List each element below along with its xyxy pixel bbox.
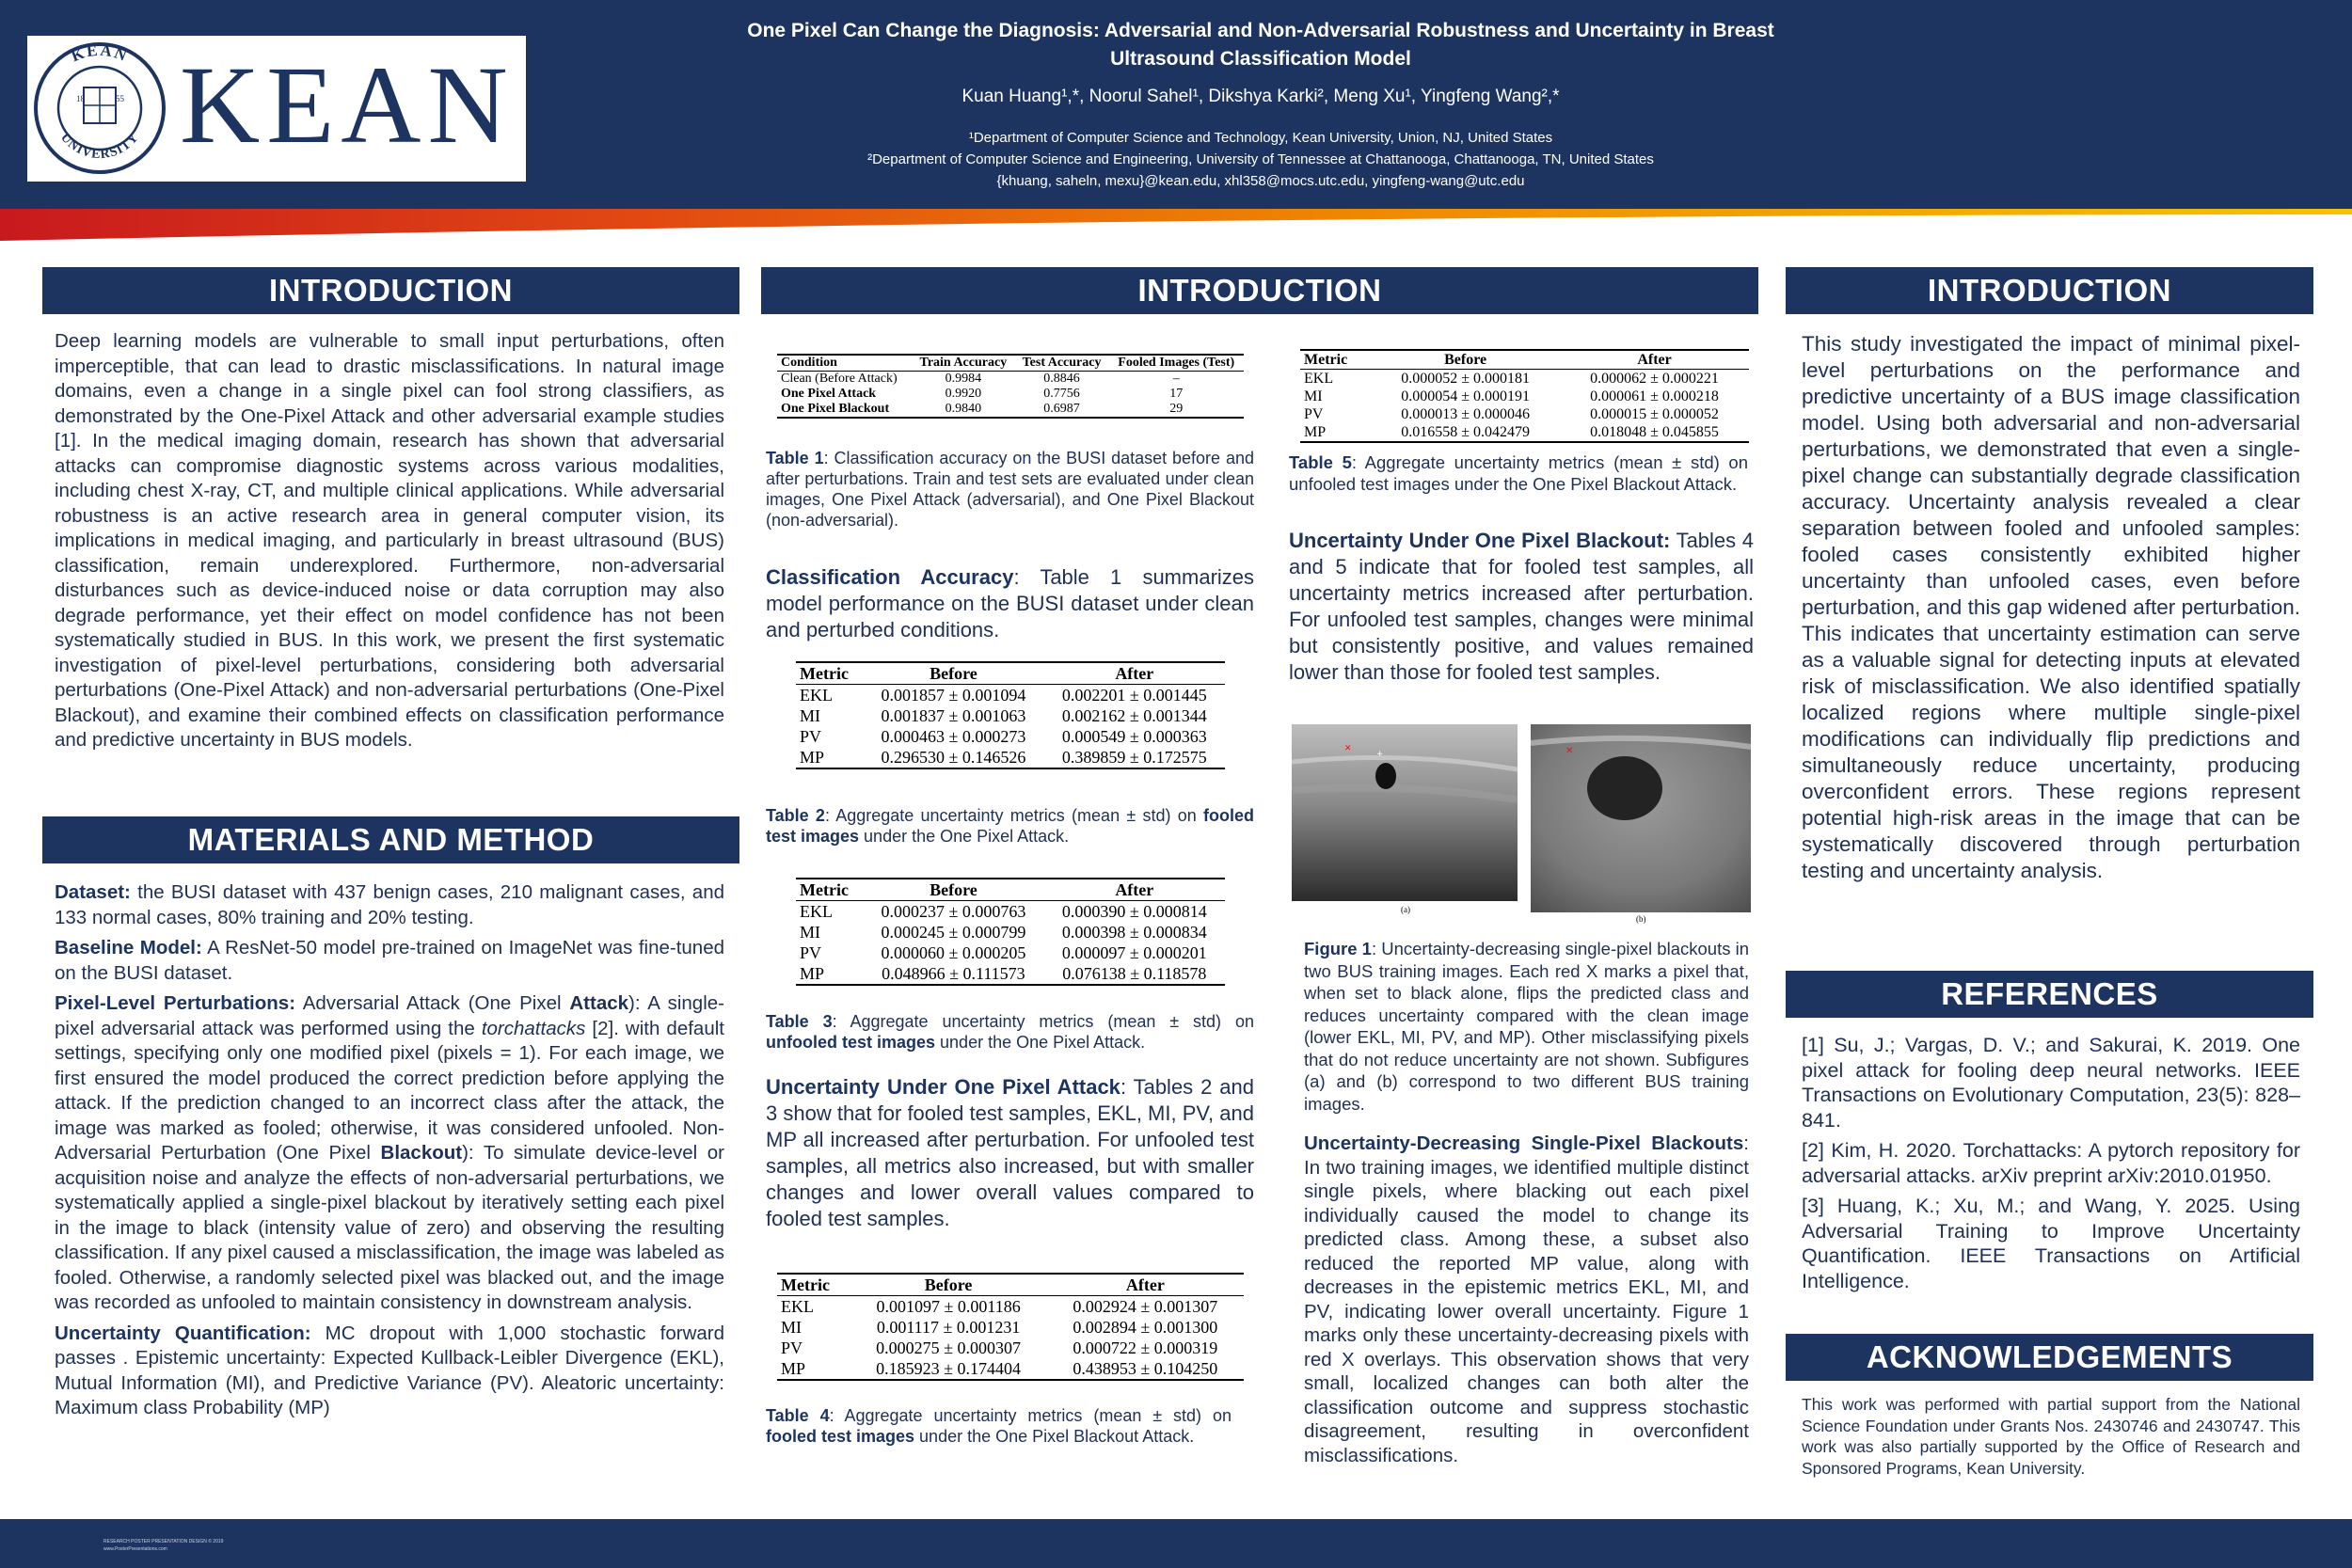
table-row: MP 0.185923 ± 0.174404 0.438953 ± 0.104250 [777,1358,1244,1380]
table1-header: Condition [777,355,912,372]
table-2: Metric Before After EKL 0.001857 ± 0.001094 0.002201 ± 0.001445 MI 0.001837 ± 0.001063 0.002162 ± 0.001344 PV 0.000463 ± 0.000273 0.000549 ± 0.000363 MP 0.296530 ± 0.146526 0.389859 ± 0.172575 [796,661,1225,769]
table1-header: Fooled Images (Test) [1109,355,1245,372]
table-row: EKL 0.000237 ± 0.000763 0.000390 ± 0.000814 [800,902,1207,921]
table-row: MI 0.001837 ± 0.001063 0.002162 ± 0.001344 [800,706,1207,725]
uq-paragraph: Uncertainty Quantification: MC dropout with 1,000 stochastic forward passes . Epistemic uncertainty: Expected Kullback-Leibler Divergence (EKL), Mutual Information (MI), and Predictive Variance (PV). Aleatoric uncertainty: Maximum class Probability (MP) [55,1322,725,1418]
poster-footer [0,1519,2352,1568]
table-row: EKL 0.001097 ± 0.001186 0.002924 ± 0.001307 [781,1297,1218,1316]
svg-text:+: + [1376,750,1384,759]
methods-heading: MATERIALS AND METHOD [42,816,739,863]
table-4: Metric Before After EKL 0.001097 ± 0.001186 0.002924 ± 0.001307 MI 0.001117 ± 0.001231 0.002894 ± 0.001300 PV 0.000275 ± 0.000307 0.000722 ± 0.000319 MP 0.185923 ± 0.174404 0.438953 ± 0.104250 [777,1273,1244,1381]
poster-header [0,0,2352,209]
title-line-2: Ultrasound Classification Model [1110,48,1411,70]
table-1 [777,354,1244,419]
table-row: MI 0.000054 ± 0.000191 0.000061 ± 0.000218 [1304,388,1719,404]
table-row: MI 0.001117 ± 0.001231 0.002894 ± 0.001300 [781,1318,1218,1337]
table-row: MP 0.016558 ± 0.042479 0.018048 ± 0.045855 [1300,423,1749,442]
reference-item: [1] Su, J.; Vargas, D. V.; and Sakurai, K. 2019. One pixel attack for fooling deep neural networks. IEEE Transactions on Evolutionary Computation, 23(5): 828–841. [1802,1034,2300,1132]
title-line-1: One Pixel Can Change the Diagnosis: Adversarial and Non-Adversarial Robustness and Uncertainty in Breast [747,20,1774,41]
table-row: PV 0.000463 ± 0.000273 0.000549 ± 0.000363 [800,727,1207,746]
methods-text [55,880,724,1427]
svg-text:KEAN: KEAN [68,40,132,66]
table-3: Metric Before After EKL 0.000237 ± 0.000763 0.000390 ± 0.000814 MI 0.000245 ± 0.000799 0.000398 ± 0.000834 PV 0.000060 ± 0.000205 0.000097 ± 0.000201 MP 0.048966 ± 0.111573 0.076138 ± 0.118578 [796,878,1225,986]
affiliation-2: ²Department of Computer Science and Engineering, University of Tennessee at Chattanooga, Chattanooga, TN, United States [867,151,1654,167]
dataset-paragraph: Dataset: the BUSI dataset with 437 benign cases, 210 malignant cases, and 133 normal cases, 80% training and 20% testing. [55,881,724,928]
table-row: PV 0.000275 ± 0.000307 0.000722 ± 0.000319 [781,1338,1218,1357]
table4-caption: Table 4: Aggregate uncertainty metrics (mean ± std) on fooled test images under the One Pixel Blackout Attack. [766,1406,1232,1446]
classification-accuracy-text: Classification Accuracy: Table 1 summarizes model performance on the BUSI dataset under clean and perturbed conditions. [766,565,1255,641]
uncertainty-decreasing-text: Uncertainty-Decreasing Single-Pixel Blackouts: In two training images, we identified multiple distinct single pixels, where blacking out each pixel individually caused the model to change its predicted class. Among these, a subset also reduced the reported MP value, along with decreases in the epistemic metrics EKL, MI, and PV, indicating lower overall uncertainty. Figure 1 marks only these uncertainty-decreasing pixels with red X overlays. This observation shows that very small, localized changes can both alter the classification outcome and suppress stochastic disagreement, resulting in overconfident misclassifications. [1304,1132,1749,1466]
svg-text:55: 55 [116,94,124,103]
table1-header: Test Accuracy [1015,355,1109,372]
kean-logo [27,36,526,182]
table-row: Clean (Before Attack) 0.9984 0.8846 – [781,372,1180,386]
figure-1a-label: (a) [1401,905,1410,914]
table-row: EKL 0.000052 ± 0.000181 0.000062 ± 0.000221 [1304,371,1719,387]
col4-intro-heading: INTRODUCTION [1786,267,2313,314]
table-row: MI 0.000245 ± 0.000799 0.000398 ± 0.000834 [800,923,1207,942]
table-5: Metric Before After EKL 0.000052 ± 0.000181 0.000062 ± 0.000221 MI 0.000054 ± 0.000191 0.000061 ± 0.000218 PV 0.000013 ± 0.000046 0.000015 ± 0.000052 MP 0.016558 ± 0.042479 0.018048 ± 0.045855 [1300,349,1749,443]
uncertainty-one-pixel-blackout-text: Uncertainty Under One Pixel Blackout: Tables 4 and 5 indicate that for fooled test samples, all uncertainty metrics increased after perturbation. For unfooled test samples, changes were minimal but consistently positive, and values remained lower than those for fooled test samples. [1289,529,1754,684]
figure-1-caption: Figure 1: Uncertainty-decreasing single-pixel blackouts in two BUS training images. Each red X marks a pixel that, when set to black alone, flips the predicted class and reduces uncertainty compared with the clean image (lower EKL, MI, PV, and MP). Other misclassifying pixels that do not reduce uncertainty are not shown. Subfigures (a) and (b) correspond to two different BUS training images. [1304,939,1749,1114]
table-row: MP 0.048966 ± 0.111573 0.076138 ± 0.118578 [796,963,1225,985]
table-row: PV 0.000060 ± 0.000205 0.000097 ± 0.000201 [800,943,1207,962]
table-row: One Pixel Blackout 0.9840 0.6987 29 [777,402,1244,418]
acknowledgements-heading: ACKNOWLEDGEMENTS [1786,1334,2313,1381]
red-x-marker-icon: ✕ [1565,746,1574,756]
figure-1b-label: (b) [1636,914,1646,924]
table3-caption: Table 3: Aggregate uncertainty metrics (mean ± std) on unfooled test images under the One Pixel Attack. [766,1012,1254,1052]
col1-intro-text: Deep learning models are vulnerable to small input perturbations, often imperceptible, that can lead to drastic misclassifications. In natural image domains, even a change in a single pixel can fool strong classifiers, as demonstrated by the One-Pixel Attack and other adversarial example studies [1]. In the medical imaging domain, research has shown that adversarial attacks can compromise diagnostic systems across various modalities, including chest X-ray, CT, and multiple clinical applications. While adversarial robustness is an active research area in general computer vision, its implications in medical imaging, and particularly in breast ultrasound (BUS) classification, remain underexplored. Furthermore, non-adversarial disturbances such as device-induced noise or data corruption may also degrade performance, yet their effect on model confidence has not been systematically studied in BUS. In this work, we present the first systematic investigation of pixel-level perturbations, considering both adversarial perturbations (One-Pixel Attack) and non-adversarial perturbations (One-Pixel Blackout), and examine their combined effects on classification performance and predictive uncertainty in BUS models. [55,330,724,751]
references-list [1802,1033,2300,1299]
table-row: MP 0.296530 ± 0.146526 0.389859 ± 0.172575 [796,747,1225,768]
footer-line-1: RESEARCH POSTER PRESENTATION DESIGN © 2019 [103,1539,224,1544]
table2-caption: Table 2: Aggregate uncertainty metrics (mean ± std) on fooled test images under the One Pixel Attack. [766,806,1254,846]
footer-line-2: www.PosterPresentations.com [103,1546,167,1552]
acknowledgements-text: This work was performed with partial support from the National Science Foundation under Grants Nos. 2430746 and 2430747. This work was also partially supported by the Office of Research and Sponsored Programs, Kean University. [1802,1395,2300,1478]
table-row: PV 0.000013 ± 0.000046 0.000015 ± 0.000052 [1304,406,1719,422]
table5-caption: Table 5: Aggregate uncertainty metrics (mean ± std) on unfooled test images under the One Pixel Blackout Attack. [1289,452,1749,494]
emails: {khuang, saheln, mexu}@kean.edu, xhl358@mocs.utc.edu, yingfeng-wang@utc.edu [996,173,1525,189]
kean-wordmark: KEAN [180,43,515,166]
table1-caption: Table 1: Classification accuracy on the BUSI dataset before and after perturbations. Train and test sets are evaluated under clean images, One Pixel Attack (adversarial), and One Pixel Blackout (non-adversarial). [766,449,1254,530]
poster-title [555,17,1966,73]
reference-item: [3] Huang, K.; Xu, M.; and Wang, Y. 2025. Using Adversarial Training to Improve Uncertainty Quantification. IEEE Transactions on Artificial Intelligence. [1802,1195,2300,1292]
table-row: EKL 0.001857 ± 0.001094 0.002201 ± 0.001445 [800,686,1207,705]
reference-item: [2] Kim, H. 2020. Torchattacks: A pytorch repository for adversarial attacks. arXiv preprint arXiv:2010.01950. [1802,1139,2300,1187]
svg-text:UNIVERSITY: UNIVERSITY [57,130,142,163]
affiliation-1: ¹Department of Computer Science and Technology, Kean University, Union, NJ, United States [968,130,1553,146]
red-x-marker-icon: ✕ [1344,744,1352,753]
baseline-paragraph: Baseline Model: A ResNet-50 model pre-trained on ImageNet was fine-tuned on the BUSI dataset. [55,937,725,984]
perturbation-paragraph: Pixel-Level Perturbations: Adversarial Attack (One Pixel Attack): A single-pixel adversarial attack was performed using the torchattacks [2]. with default settings, specifying only one modified pixel (pixels = 1). For each image, we first ensured the model produced the correct prediction before applying the attack. If the prediction changed to an incorrect class after the attack, the image was marked as fooled; otherwise, it was considered unfooled. Non-Adversarial Perturbation (One Pixel Blackout): To simulate device-level or acquisition noise and analyze the effects of non-adversarial perturbations, we systematically applied a single-pixel blackout by iteratively setting each pixel in the image to black (intensity value of zero) and observing the resulting classification. If any pixel caused a misclassification, the image was labeled as fooled. Otherwise, a randomly selected pixel was blacked out, and the image was recorded as unfooled to maintain consistency in downstream analysis. [55,992,724,1313]
col1-intro-heading: INTRODUCTION [42,267,739,314]
header-color-stripe [0,209,2352,241]
references-heading: REFERENCES [1786,971,2313,1018]
col4-intro-text: This study investigated the impact of minimal pixel-level perturbations on the performance and predictive uncertainty of a BUS image classification model. Using both adversarial and non-adversarial perturbations, we demonstrated that even a single-pixel change can substantially degrade classification accuracy. Uncertainty analysis revealed a clear separation between fooled and unfooled samples: fooled cases consistently exhibited higher uncertainty than unfooled cases, even before perturbation, and this gap widened after perturbation. This indicates that uncertainty estimation can serve as a valuable signal for detecting inputs at elevated risk of misclassification. We also identified spatially localized regions where multiple single-pixel modifications can individually flip predictions and simultaneously reduce uncertainty, producing overconfident errors. These regions represent potential high-risk areas in the image that can be systematically discovered through perturbation testing and uncertainty analysis. [1802,332,2300,882]
svg-text:18: 18 [76,94,85,103]
authors: Kuan Huang¹,*, Noorul Sahel¹, Dikshya Karki², Meng Xu¹, Yingfeng Wang²,* [961,87,1560,106]
figure-1a-ultrasound [1292,724,1518,901]
table-row: One Pixel Attack 0.9920 0.7756 17 [781,387,1184,401]
table1-header: Train Accuracy [912,355,1014,372]
figure-1b-ultrasound [1531,724,1751,912]
col2-intro-heading: INTRODUCTION [761,267,1758,314]
uncertainty-one-pixel-attack-text: Uncertainty Under One Pixel Attack: Tables 2 and 3 show that for fooled test samples, EKL, MI, PV, and MP all increased after perturbation. For unfooled test samples, all metrics also increased, but with smaller changes and lower overall values compared to fooled test samples. [766,1075,1254,1230]
